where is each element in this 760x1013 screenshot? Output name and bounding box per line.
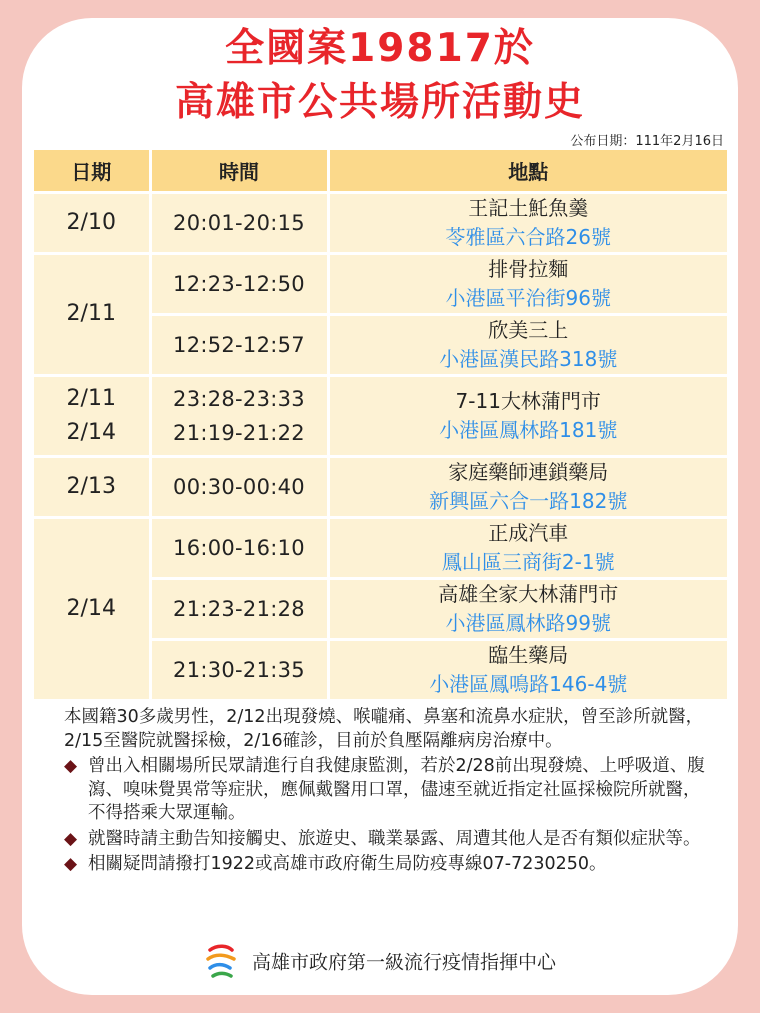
place-name: 高雄全家大林蒲門市 xyxy=(438,581,619,606)
notes-section xyxy=(64,706,714,877)
cell-place xyxy=(328,375,727,456)
place-address: 鳳山區三商街2-1號 xyxy=(441,549,615,574)
time-line: 23:28-23:33 xyxy=(173,386,305,411)
kaohsiung-city-logo-icon xyxy=(204,942,238,980)
cell-place xyxy=(328,456,727,517)
cell-time: 12:52-12:57 xyxy=(150,314,328,375)
place-name: 家庭藥師連鎖藥局 xyxy=(448,459,609,484)
cell-time: 21:23-21:28 xyxy=(150,578,328,639)
cell-place xyxy=(328,578,727,639)
cell-time: 00:30-00:40 xyxy=(150,456,328,517)
footer-agency-name: 高雄市政府第一級流行疫情指揮中心 xyxy=(252,951,557,974)
place-address: 小港區平治街96號 xyxy=(445,285,611,310)
place-address: 小港區鳳林路99號 xyxy=(445,610,611,635)
cell-time: 20:01-20:15 xyxy=(150,192,328,253)
header-place: 地點 xyxy=(328,150,727,192)
cell-date xyxy=(34,375,150,456)
header-time: 時間 xyxy=(150,150,328,192)
place-address: 小港區鳳鳴路146-4號 xyxy=(429,671,628,696)
activity-table xyxy=(34,150,727,702)
place-address: 苓雅區六合路26號 xyxy=(445,224,611,249)
place-name: 7-11大林蒲門市 xyxy=(455,388,601,413)
advisory-text: 曾出入相關場所民眾請進行自我健康監測，若於2/28前出現發燒、上呼吸道、腹瀉、嗅味覺異常等症狀，應佩戴醫用口罩，儘速至就近指定社區採檢院所就醫，不得搭乘大眾運輸。 xyxy=(88,756,705,823)
table-header-row xyxy=(34,150,727,192)
date-line: 2/14 xyxy=(66,419,116,445)
place-name: 臨生藥局 xyxy=(488,642,569,667)
cell-time: 16:00-16:10 xyxy=(150,517,328,578)
place-name: 正成汽車 xyxy=(488,520,569,545)
diamond-bullet-icon: ◆ xyxy=(64,854,78,874)
publish-date: 公布日期：111年2月16日 xyxy=(570,134,724,149)
cell-date: 2/13 xyxy=(34,456,150,517)
table-row xyxy=(34,517,727,578)
cell-time xyxy=(150,375,328,456)
table-row xyxy=(34,253,727,314)
cell-place xyxy=(328,314,727,375)
footer xyxy=(0,942,760,980)
cell-date: 2/14 xyxy=(34,517,150,700)
diamond-bullet-icon: ◆ xyxy=(64,828,78,849)
page-title-line1: 全國案19817於 xyxy=(225,26,535,71)
header-date: 日期 xyxy=(34,150,150,192)
advisory-text: 相關疑問請撥打1922或高雄市政府衛生局防疫專線07-7230250。 xyxy=(88,854,607,874)
case-description: 本國籍30多歲男性，2/12出現發燒、喉嚨痛、鼻塞和流鼻水症狀，曾至診所就醫，2/15至醫院就醫採檢，2/16確診，目前於負壓隔離病房治療中。 xyxy=(64,707,704,751)
place-address: 新興區六合一路182號 xyxy=(429,488,628,513)
diamond-bullet-icon: ◆ xyxy=(64,756,78,776)
place-address: 小港區鳳林路181號 xyxy=(439,417,618,442)
table-row xyxy=(34,192,727,253)
cell-date: 2/11 xyxy=(34,253,150,375)
page-title-line2: 高雄市公共場所活動史 xyxy=(174,80,585,125)
advisory-item xyxy=(64,755,714,826)
cell-time: 12:23-12:50 xyxy=(150,253,328,314)
time-line: 21:19-21:22 xyxy=(173,420,305,445)
cell-place xyxy=(328,639,727,700)
place-address: 小港區漢民路318號 xyxy=(439,346,618,371)
advisory-text: 就醫時請主動告知接觸史、旅遊史、職業暴露、周遭其他人是否有類似症狀等。 xyxy=(88,828,701,849)
cell-time: 21:30-21:35 xyxy=(150,639,328,700)
table-row xyxy=(34,456,727,517)
date-line: 2/11 xyxy=(66,385,116,411)
cell-place xyxy=(328,253,727,314)
place-name: 排骨拉麵 xyxy=(488,256,569,281)
cell-place xyxy=(328,192,727,253)
cell-date: 2/10 xyxy=(34,192,150,253)
table-row xyxy=(34,375,727,456)
cell-place xyxy=(328,517,727,578)
place-name: 王記土魠魚羹 xyxy=(468,195,589,220)
advisory-item xyxy=(64,828,714,852)
advisory-item xyxy=(64,853,714,877)
place-name: 欣美三上 xyxy=(488,317,569,342)
